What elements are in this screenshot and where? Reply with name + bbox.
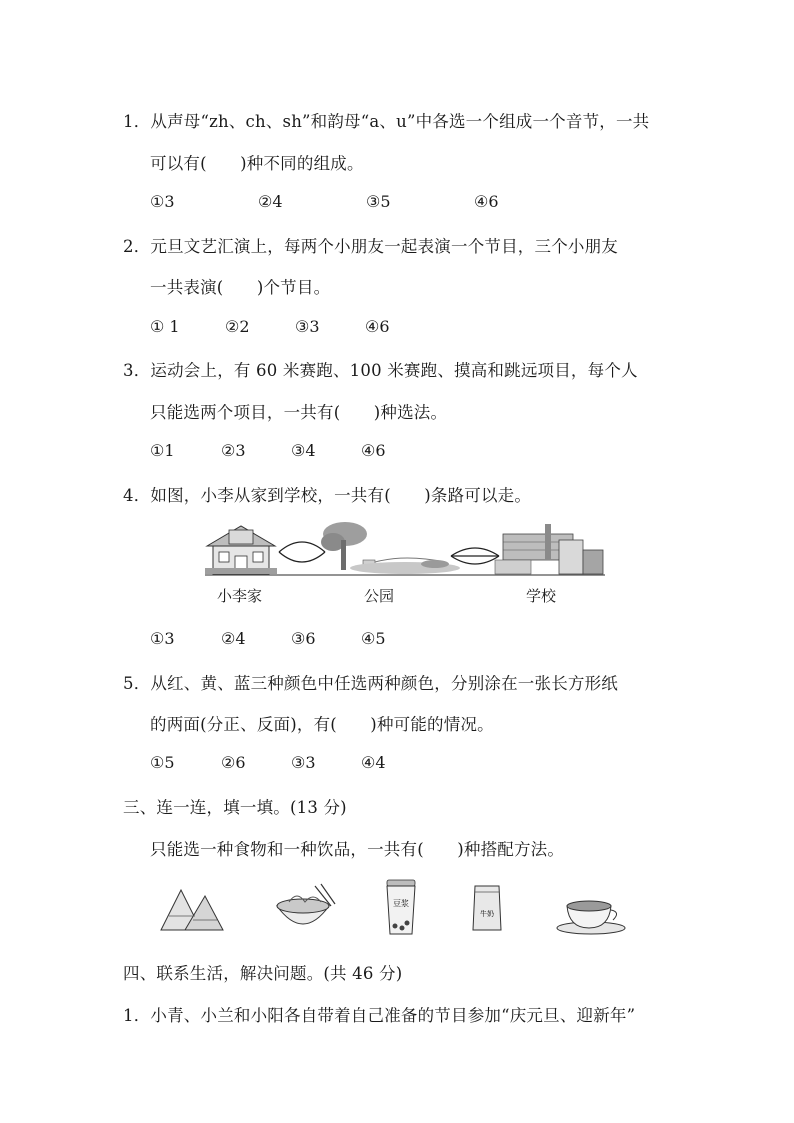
q4-option-2: ②4 [221, 629, 246, 648]
q5-line1: 5．从红、黄、蓝三种颜色中任选两种颜色，分别涂在一张长方形纸 [123, 674, 618, 693]
q1-line2: 可以有( )种不同的组成。 [150, 154, 364, 173]
coffee-cup-icon [557, 901, 625, 934]
q3-option-1: ①1 [150, 441, 175, 460]
noodle-bowl-icon [277, 884, 335, 924]
q2-option-1: ① 1 [150, 317, 180, 336]
q2-option-2: ②2 [225, 317, 250, 336]
q4-option-4: ④5 [361, 629, 386, 648]
section4-q1-line1: 1．小青、小兰和小阳各自带着自己准备的节目参加“庆元旦、迎新年” [123, 1006, 636, 1025]
label-park: 公园 [364, 587, 395, 605]
q3-option-4: ④6 [361, 441, 386, 460]
park-icon [321, 522, 460, 574]
section3-title: 三、连一连，填一填。(13 分) [123, 798, 347, 817]
q4-option-1: ①3 [150, 629, 175, 648]
q5-option-1: ①5 [150, 753, 175, 772]
q2-line2: 一共表演( )个节目。 [150, 278, 331, 297]
q5-option-3: ③3 [291, 753, 316, 772]
q5-line2: 的两面(分正、反面)，有( )种可能的情况。 [150, 715, 494, 734]
label-home: 小李家 [217, 587, 263, 605]
bag-label: 牛奶 [480, 910, 494, 918]
q2-option-4: ④6 [365, 317, 390, 336]
food-drink-illustration [155, 876, 635, 938]
q3-line2: 只能选两个项目，一共有( )种选法。 [150, 403, 448, 422]
q5-option-2: ②6 [221, 753, 246, 772]
q1-option-1: ①3 [150, 192, 175, 211]
q5-option-4: ④4 [361, 753, 386, 772]
q3-option-2: ②3 [221, 441, 246, 460]
school-icon [495, 524, 603, 574]
q1-option-2: ②4 [258, 192, 283, 211]
q1-option-3: ③5 [366, 192, 391, 211]
zongzi-icon [161, 890, 223, 930]
house-icon [205, 526, 277, 574]
q3-line1: 3．运动会上，有 60 米赛跑、100 米赛跑、摸高和跳远项目，每个人 [123, 361, 638, 380]
q1-option-4: ④6 [474, 192, 499, 211]
q3-option-3: ③4 [291, 441, 316, 460]
q4-option-3: ③6 [291, 629, 316, 648]
q2-line1: 2．元旦文艺汇演上，每两个小朋友一起表演一个节目，三个小朋友 [123, 237, 618, 256]
q1-line1: 1．从声母“zh、ch、sh”和韵母“a、u”中各选一个组成一个音节，一共 [123, 112, 650, 131]
route-illustration [205, 520, 605, 582]
section4-title: 四、联系生活，解决问题。(共 46 分) [123, 964, 403, 983]
paths-park-school [451, 548, 499, 564]
cup-label: 豆浆 [393, 899, 409, 908]
q4-line1: 4．如图，小李从家到学校，一共有( )条路可以走。 [123, 486, 532, 505]
section3-text: 只能选一种食物和一种饮品，一共有( )种搭配方法。 [150, 840, 565, 859]
label-school: 学校 [526, 587, 557, 605]
paths-house-park [279, 542, 325, 562]
q2-option-3: ③3 [295, 317, 320, 336]
milk-bag-icon [473, 886, 501, 930]
